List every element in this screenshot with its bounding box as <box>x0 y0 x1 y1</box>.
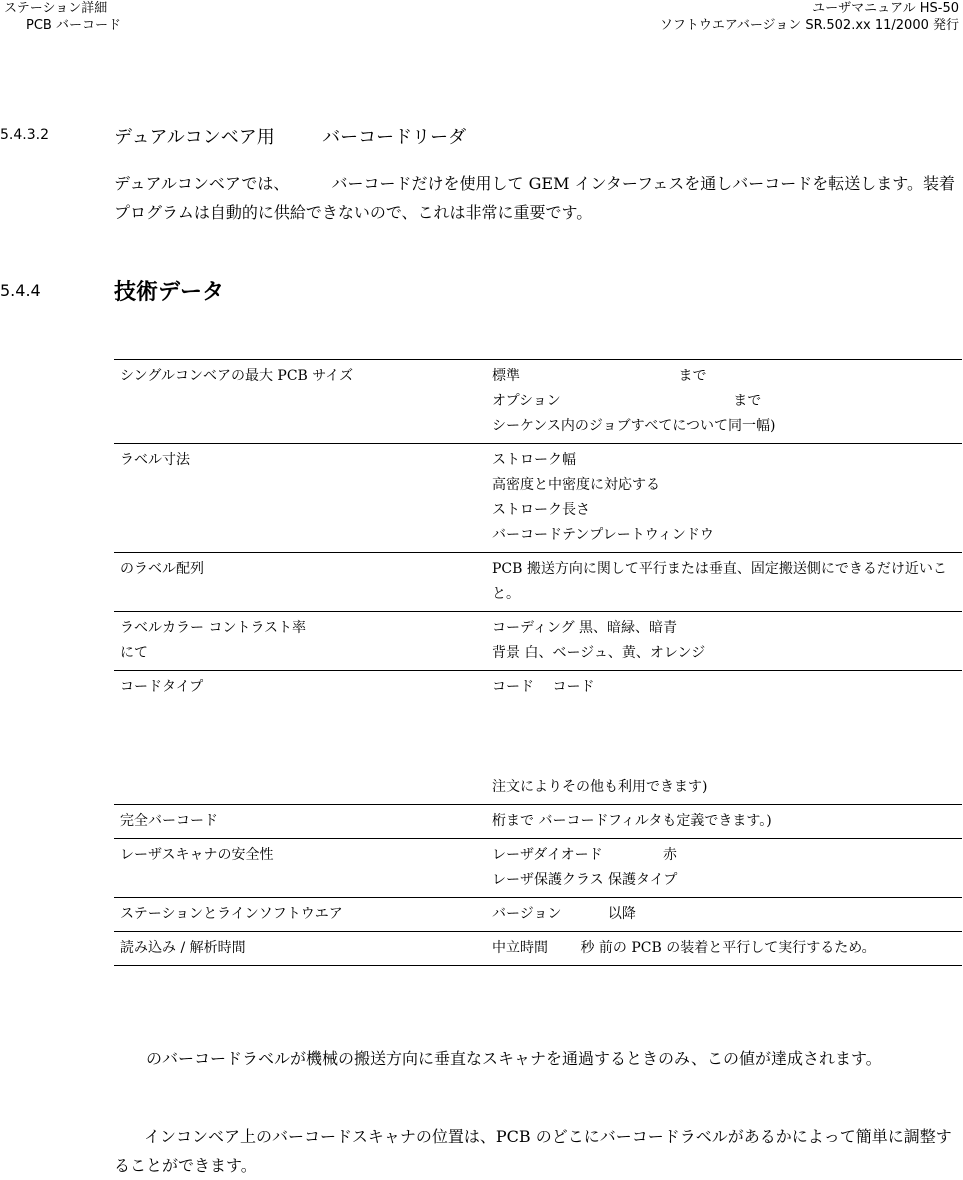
spec-value-line: ストローク長さ <box>492 502 590 518</box>
section-title: デュアルコンベア用 バーコードリーダ <box>114 127 467 148</box>
spec-value-line: シーケンス内のジョブすべてについて同一幅) <box>492 418 776 434</box>
footnote <box>114 1044 962 1073</box>
technical-data-table <box>114 359 962 966</box>
spec-value-line: コード コード <box>492 679 595 695</box>
spec-value-line: 注文によりその他も利用できます) <box>492 779 708 795</box>
spec-value-line: ストローク幅 <box>492 452 576 468</box>
spec-label-line: ラベル寸法 <box>120 452 190 468</box>
footnote <box>114 1122 962 1180</box>
spec-label-line: コードタイプ <box>120 679 204 695</box>
spec-value-line <box>492 725 956 750</box>
spec-label <box>114 898 486 932</box>
spec-label-line: 読み込み / 解析時間 <box>120 940 246 956</box>
spec-label-line: レーザスキャナの安全性 <box>120 847 274 863</box>
spec-value-line: レーザ保護クラス 保護タイプ <box>492 872 678 888</box>
header-software-version: ソフトウエアバージョン SR.502.xx 11/2000 発行 <box>659 18 959 33</box>
header-section-title: ステーション詳細 <box>4 1 108 16</box>
section-number: 5.4.3.2 <box>0 127 49 143</box>
spec-value <box>486 612 962 671</box>
table-row <box>114 671 962 805</box>
page-header-right <box>660 0 959 34</box>
spec-value <box>486 444 962 553</box>
spec-label <box>114 444 486 553</box>
footnote-1: のバーコードラベルが機械の搬送方向に垂直なスキャナを通過するときのみ、この値が達成されます。 <box>114 1049 882 1068</box>
spec-label <box>114 805 486 839</box>
spec-value-line <box>492 700 956 725</box>
table-row <box>114 360 962 444</box>
spec-value <box>486 553 962 612</box>
table-row <box>114 612 962 671</box>
spec-value <box>486 805 962 839</box>
table-row <box>114 553 962 612</box>
spec-value-line: バージョン 以降 <box>492 906 636 922</box>
spec-value <box>486 898 962 932</box>
table-row <box>114 444 962 553</box>
page-header-left <box>4 0 121 34</box>
section-paragraph: デュアルコンベアでは、 バーコードだけを使用して GEM インターフェスを通しバーコードを転送します。装着プログラムは自動的に供給できないので、これは非常に重要です。 <box>114 174 956 222</box>
spec-value-line <box>492 750 956 775</box>
spec-label <box>114 839 486 898</box>
table-row <box>114 839 962 898</box>
spec-value <box>486 932 962 966</box>
spec-value-line: バーコードテンプレートウィンドウ <box>492 527 714 543</box>
spec-label <box>114 360 486 444</box>
spec-label-line: ステーションとラインソフトウエア <box>120 906 343 922</box>
spec-label-line: のラベル配列 <box>120 561 204 577</box>
footnote-2: インコンベア上のバーコードスキャナの位置は、PCB のどこにバーコードラベルがあるかによって簡単に調整することができます。 <box>114 1127 952 1175</box>
table-row <box>114 898 962 932</box>
spec-label <box>114 932 486 966</box>
spec-value <box>486 360 962 444</box>
table-row <box>114 932 962 966</box>
spec-value-line: オプション まで <box>492 393 762 409</box>
spec-label-line: にて <box>120 645 148 661</box>
section-number: 5.4.4 <box>0 281 41 300</box>
spec-label-line: シングルコンベアの最大 PCB サイズ <box>120 368 354 384</box>
spec-value-line: 中立時間 秒 前の PCB の装着と平行して実行するため。 <box>492 940 876 956</box>
spec-label <box>114 612 486 671</box>
spec-label-line: ラベルカラー コントラスト率 <box>120 620 307 636</box>
spec-value-line: 背景 白、ベージュ、黄、オレンジ <box>492 645 706 661</box>
spec-value <box>486 839 962 898</box>
spec-label <box>114 553 486 612</box>
header-subsection: PCB バーコード <box>26 18 121 33</box>
spec-value <box>486 671 962 805</box>
table-row <box>114 805 962 839</box>
spec-value-line: レーザダイオード 赤 <box>492 847 678 863</box>
spec-label <box>114 671 486 805</box>
spec-value-line: 高密度と中密度に対応する <box>492 477 660 493</box>
spec-label-line: 完全バーコード <box>120 813 218 829</box>
spec-value-line: コーディング 黒、暗緑、暗青 <box>492 620 678 636</box>
spec-value-line: 標準 まで <box>492 368 707 384</box>
spec-value-line: PCB 搬送方向に関して平行または垂直、固定搬送側にできるだけ近いこと。 <box>492 561 947 602</box>
header-manual-title: ユーザマニュアル HS-50 <box>812 1 959 16</box>
section-title: 技術データ <box>114 280 225 305</box>
spec-value-line: 桁まで バーコードフィルタも定義できます。) <box>492 813 772 829</box>
